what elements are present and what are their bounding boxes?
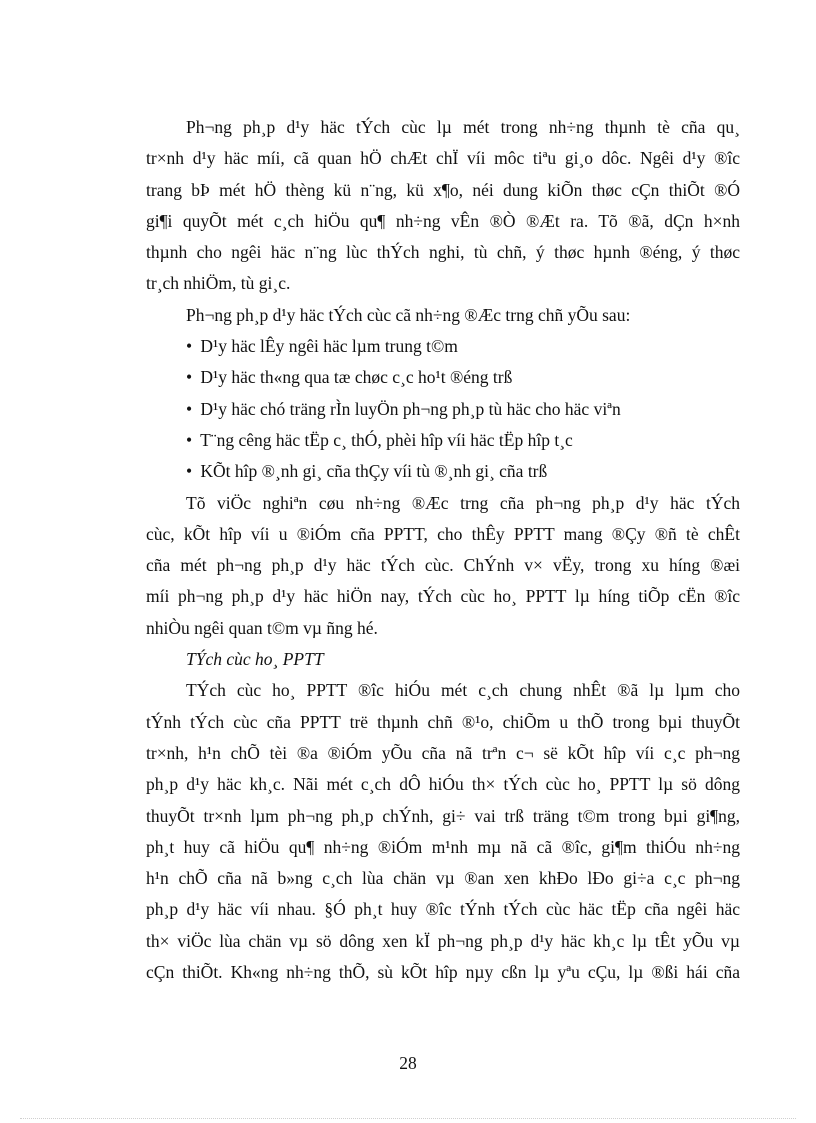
paragraph-line: thµnh cho ngêi häc n¨ng lùc thÝch nghi, tù chñ, ý thøc hµnh ®éng, ý thøc	[146, 242, 740, 263]
bullet-list	[146, 331, 740, 487]
paragraph-line: h¹n chÕ cña nã b»ng c¸ch lùa chän vµ ®an xen khÐo lÐo gi÷a c¸c ph¬ng	[146, 868, 740, 889]
paragraph-3	[146, 488, 740, 644]
paragraph-line: ph¸t huy cã hiÖu qu¶ nh÷ng ®iÓm m¹nh mµ nã cã ®îc, gi¶m thiÓu nh÷ng	[146, 836, 740, 857]
list-item-text: KÕt hîp ®¸nh gi¸ cña thÇy víi tù ®¸nh gi¸ cña trß	[200, 461, 548, 482]
paragraph-line: th× viÖc lùa chän vµ sö dông xen kÏ ph¬ng ph¸p d¹y häc kh¸c lµ tÊt yÕu vµ	[146, 930, 740, 951]
list-item-text: D¹y häc lÊy ngêi häc lµm trung t©m	[200, 336, 458, 357]
page-number: 28	[399, 1053, 417, 1073]
page-body	[146, 112, 740, 988]
list-item	[146, 425, 740, 456]
paragraph-line: cÇn thiÕt. Kh«ng nh÷ng thÕ, sù kÕt hîp nµy cßn lµ yªu cÇu, lµ ®ßi hái cña	[146, 962, 740, 983]
page-bottom-divider	[20, 1118, 796, 1119]
list-item	[146, 362, 740, 393]
paragraph-line: cùc, kÕt hîp víi u ®iÓm cña PPTT, cho thÊy PPTT mang ®Çy ®ñ tè chÊt	[146, 523, 740, 544]
paragraph-line: Tõ viÖc nghiªn cøu nh÷ng ®Æc trng cña ph¬ng ph¸p d¹y häc tÝch	[186, 492, 740, 513]
paragraph-line: tr×nh d¹y häc míi, cã quan hÖ chÆt chÏ víi môc tiªu gi¸o dôc. Ngêi d¹y ®îc	[146, 148, 740, 169]
list-item	[146, 331, 740, 362]
paragraph-line: cña mét ph¬ng ph¸p d¹y häc tÝch cùc. ChÝnh v× vËy, trong xu híng ®æi	[146, 555, 740, 576]
paragraph-line: tr×nh, h¹n chÕ tèi ®a ®iÓm yÕu cña nã trªn c¬ së kÕt hîp víi c¸c ph¬ng	[146, 742, 740, 763]
paragraph-line: tr¸ch nhiÖm, tù gi¸c.	[146, 273, 291, 294]
paragraph-line: trang bÞ mét hÖ thèng kü n¨ng, kü x¶o, néi dung kiÕn thøc cÇn thiÕt ®Ó	[146, 179, 740, 200]
list-item-text: T¨ng cêng häc tËp c¸ thÓ, phèi hîp víi häc tËp hîp t¸c	[200, 429, 573, 450]
paragraph-line: ph¸p d¹y häc víi nhau. §Ó ph¸t huy ®îc tÝnh tÝch cùc häc tËp cña ngêi häc	[146, 899, 740, 920]
bullet-symbol: •	[186, 336, 193, 357]
paragraph-line: Ph¬ng ph¸p d¹y häc tÝch cùc lµ mét trong nh÷ng thµnh tè cña qu¸	[186, 117, 740, 137]
paragraph-2	[146, 300, 740, 488]
paragraph-line: thuyÕt tr×nh lµm ph¬ng ph¸p chÝnh, gi÷ vai trß träng t©m trong bµi gi¶ng,	[146, 805, 740, 826]
list-item-text: D¹y häc chó träng rÌn luyÖn ph¬ng ph¸p tù häc cho häc viªn	[200, 398, 621, 419]
bullet-symbol: •	[186, 367, 193, 388]
bullet-symbol: •	[186, 429, 193, 450]
paragraph-line: nhiÒu ngêi quan t©m vµ ñng hé.	[146, 617, 378, 638]
section-heading: TÝch cùc ho¸ PPTT	[186, 649, 324, 670]
paragraph-line: TÝch cùc ho¸ PPTT ®îc hiÓu mét c¸ch chung nhÊt ®ã lµ lµm cho	[186, 680, 740, 701]
paragraph-line: tÝnh tÝch cùc cña PPTT trë thµnh chñ ®¹o, chiÕm u thÕ trong bµi thuyÕt	[146, 711, 740, 732]
paragraph-4	[146, 675, 740, 988]
list-item	[146, 456, 740, 487]
paragraph-line: gi¶i quyÕt mét c¸ch hiÖu qu¶ nh÷ng vÊn ®Ò ®Æt ra. Tõ ®ã, dÇn h×nh	[146, 210, 740, 231]
list-item-text: D¹y häc th«ng qua tæ chøc c¸c ho¹t ®éng trß	[200, 367, 513, 388]
paragraph-line: ph¸p d¹y häc kh¸c. Nãi mét c¸ch dÔ hiÓu th× tÝch cùc ho¸ PPTT lµ sö dông	[146, 774, 740, 795]
bullet-symbol: •	[186, 398, 193, 419]
list-intro: Ph¬ng ph¸p d¹y häc tÝch cùc cã nh÷ng ®Æc trng chñ yÕu sau:	[186, 304, 631, 325]
paragraph-1	[146, 112, 740, 300]
paragraph-line: míi ph¬ng ph¸p d¹y häc hiÖn nay, tÝch cùc ho¸ PPTT lµ híng tiÕp cËn ®îc	[146, 586, 740, 607]
bullet-symbol: •	[186, 461, 193, 482]
list-item	[146, 394, 740, 425]
